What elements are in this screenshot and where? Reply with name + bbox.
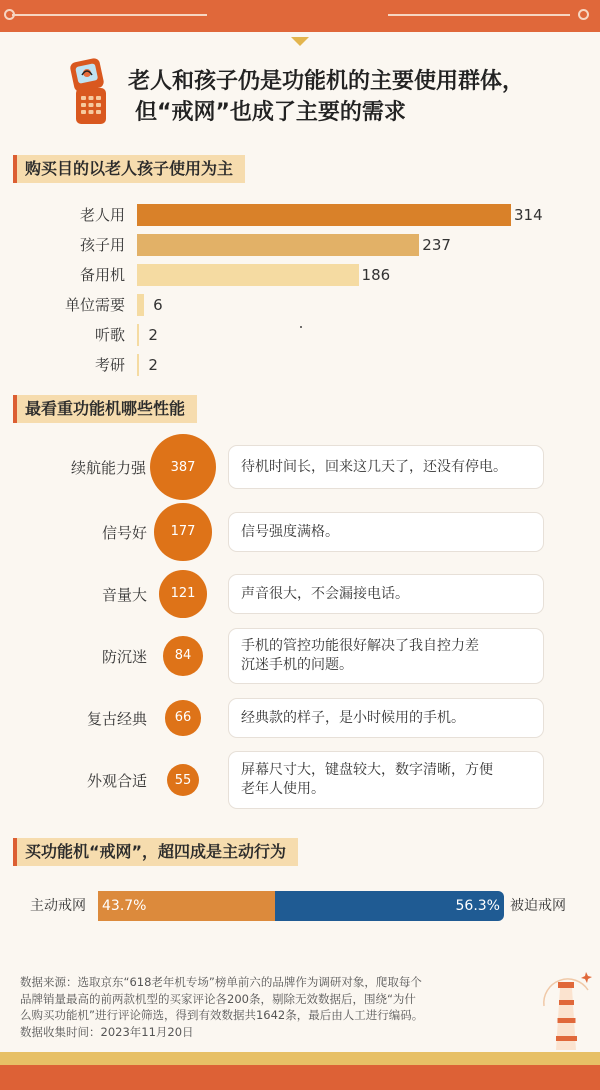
bar-category-label: 单位需要 [64,296,125,314]
split-bar-segment: 43.7% [98,891,275,921]
feature-label: 信号好 [101,524,147,542]
bar-value-label: 6 [153,296,163,314]
quote-box [228,751,544,809]
bar-row [0,204,600,226]
quote-text [241,585,409,604]
bar-value-label: 2 [148,356,158,374]
feature-count-bubble: 177 [154,503,211,560]
page-title [128,66,588,128]
quote-line: 待机时间长，回来这几天了，还没有停电。 [241,458,507,475]
quote-line: 声音很大，不会漏接电话。 [241,585,409,602]
bar-row [0,354,600,376]
quote-text [241,761,493,799]
quote-line: 经典款的样子，是小时候用的手机。 [241,709,465,726]
bottom-band-gold [0,1052,600,1065]
split-category-label: 被迫戒网 [510,898,566,914]
quote-box [228,574,544,614]
bar [137,234,419,256]
bottom-band-orange [0,1065,600,1090]
feature-label: 复古经典 [86,710,147,728]
quote-box [228,698,544,738]
feature-count-bubble: 121 [159,570,206,617]
quote-line: 沉迷手机的问题。 [241,657,353,673]
bar-value-label: 186 [361,266,391,284]
split-category-label: 主动戒网 [30,898,86,914]
section-title-purpose: 购买目的以老人孩子使用为主 [13,155,245,183]
triangle-marker-icon [291,37,309,46]
footer-line: 数据收集时间：2023年11月20日 [20,1024,194,1039]
quote-line: 老年人使用。 [241,781,325,797]
split-bar-segment: 56.3% [275,891,504,921]
bar-row [0,294,600,316]
feature-label: 音量大 [101,586,147,604]
bar-value-label: 314 [514,206,543,224]
quote-line: 信号强度满格。 [241,523,339,540]
bar [137,204,511,226]
section-title-features: 最看重功能机哪些性能 [13,395,197,423]
quote-line: 手机的管控功能很好解决了我自控力差 [241,638,479,654]
banner-line-left [12,14,207,16]
quote-box [228,628,544,684]
stray-dot [300,326,302,328]
quote-text [241,458,507,477]
quote-box [228,512,544,552]
quote-box [228,445,544,489]
quote-line: 屏幕尺寸大，键盘较大，数字清晰，方便 [241,762,493,778]
bar-row [0,234,600,256]
banner-circle-icon [4,9,15,20]
quote-text [241,523,339,542]
footer-line: 么购买功能机”进行评论筛选，得到有效数据共1642条，最后由人工进行编码。 [20,1008,424,1022]
quote-text [241,709,465,728]
bar-category-label: 老人用 [79,206,125,224]
feature-label: 外观合适 [86,772,147,790]
feature-phone-icon [68,58,114,126]
top-banner [0,0,600,32]
feature-count-bubble: 55 [167,764,199,796]
title-line-1: 老人和孩子仍是功能机的主要使用群体， [128,69,525,94]
feature-count-bubble: 66 [165,700,200,735]
feature-label: 续航能力强 [70,459,146,477]
title-line-2: 但“戒网”也成了主要的需求 [135,100,406,125]
bar [137,354,139,376]
bar [137,264,359,286]
lighthouse-logo-icon [538,960,594,1050]
bar-value-label: 2 [148,326,158,344]
data-source-note [20,974,492,1040]
bar-value-label: 237 [422,236,451,254]
footer-line: 数据来源：选取京东“618老年机专场”榜单前六的品牌作为调研对象，爬取每个 [20,975,422,989]
bar-category-label: 备用机 [79,266,125,284]
bar [137,294,144,316]
quote-text [241,637,479,675]
bar [137,324,139,346]
bar-category-label: 考研 [94,356,125,374]
feature-count-bubble: 84 [163,636,203,676]
bar-category-label: 孩子用 [79,236,125,254]
feature-label: 防沉迷 [101,648,147,666]
bar-category-label: 听歌 [94,326,125,344]
footer-line: 品牌销量最高的前两款机型的买家评论各200条，剔除无效数据后，围绕“为什 [20,991,416,1006]
section-title-detox: 买功能机“戒网”，超四成是主动行为 [13,838,298,866]
banner-line-right [388,14,570,16]
feature-count-bubble: 387 [150,434,216,500]
banner-circle-icon [578,9,589,20]
bar-row [0,264,600,286]
